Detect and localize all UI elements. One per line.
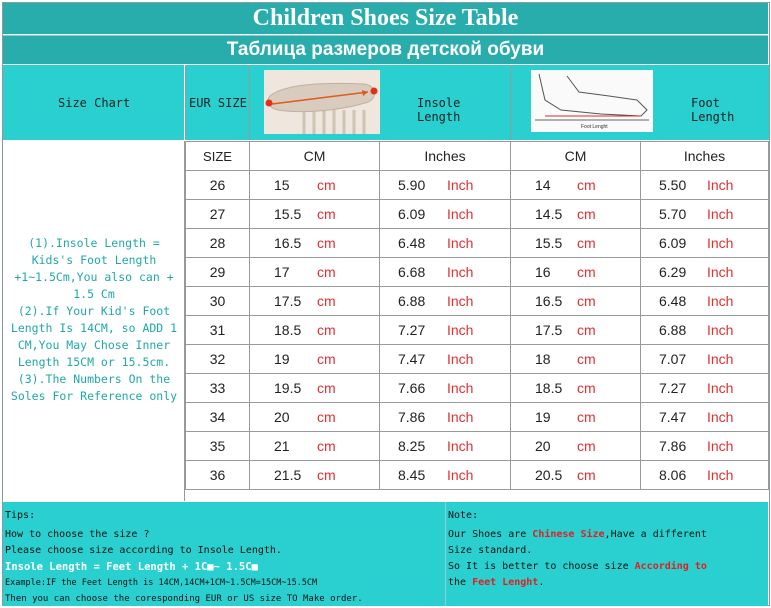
cell-insole-inch-unit: Inch: [447, 293, 474, 309]
table-row: [186, 200, 769, 229]
cell-insole-inch: [380, 229, 511, 258]
cell-insole-inch-unit: Inch: [447, 206, 474, 222]
size-chart-label: Size Chart: [58, 96, 131, 110]
cell-foot-inch-unit: Inch: [707, 409, 734, 425]
cell-size: 28: [186, 229, 250, 258]
cell-foot-cm-unit: cm: [577, 264, 596, 280]
cell-foot-inch-value: 5.70: [659, 206, 687, 222]
cell-foot-cm: [511, 345, 641, 374]
cell-insole-cm: [250, 374, 380, 403]
cell-insole-inch-value: 6.48: [398, 235, 426, 251]
foot-length-illustration: [531, 70, 653, 132]
size-notes-text: [5, 235, 183, 405]
cell-foot-cm: [511, 374, 641, 403]
cell-insole-inch: [380, 461, 511, 490]
cell-insole-cm-unit: cm: [317, 409, 336, 425]
cell-foot-cm-value: 16.5: [535, 293, 563, 309]
cell-insole-inch: [380, 316, 511, 345]
cell-size: 27: [186, 200, 250, 229]
cell-insole-inch-unit: Inch: [447, 322, 474, 338]
cell-insole-cm-value: 17: [274, 264, 290, 280]
note-line-2: Size standard.: [448, 545, 533, 556]
cell-insole-cm-unit: cm: [317, 438, 336, 454]
cell-insole-cm: [250, 345, 380, 374]
cell-foot-inch-unit: Inch: [707, 177, 734, 193]
cell-insole-inch: [380, 200, 511, 229]
cell-foot-inch-value: 8.06: [659, 467, 687, 483]
table-row: [186, 403, 769, 432]
cell-insole-inch: [380, 345, 511, 374]
table-row: [186, 316, 769, 345]
insole-image: [264, 70, 380, 134]
size-note-line: (1).Insole Length =: [28, 236, 160, 250]
cell-foot-cm-value: 18: [535, 351, 551, 367]
cell-foot-inch: [641, 171, 769, 200]
cell-foot-inch: [641, 403, 769, 432]
cell-insole-cm: [250, 403, 380, 432]
foot-length-label: Foot Length: [691, 96, 735, 124]
cell-insole-cm-value: 21.5: [274, 467, 302, 483]
cell-foot-inch: [641, 374, 769, 403]
cell-insole-inch-value: 8.25: [398, 438, 426, 454]
cell-insole-inch-value: 6.88: [398, 293, 426, 309]
cell-foot-cm-value: 18.5: [535, 380, 563, 396]
cell-insole-inch-value: 7.86: [398, 409, 426, 425]
table-row: [186, 287, 769, 316]
cell-insole-inch-unit: Inch: [447, 235, 474, 251]
cell-foot-cm-value: 20.5: [535, 467, 563, 483]
cell-foot-cm-unit: cm: [577, 409, 596, 425]
cell-foot-inch: [641, 229, 769, 258]
cell-foot-inch-unit: Inch: [707, 264, 734, 280]
cell-insole-inch-unit: Inch: [447, 351, 474, 367]
tips-line-4: Example:IF the Feet Length is 14CM,14CM+1CM~1.5CM=15CM~15.5CM: [5, 578, 318, 588]
cell-insole-cm-unit: cm: [317, 322, 336, 338]
cell-foot-inch: [641, 461, 769, 490]
note-line-1-a: Our Shoes are: [448, 529, 533, 540]
foot-length-drawing-label: Foot Lenght: [581, 124, 608, 130]
cell-insole-inch-value: 8.45: [398, 467, 426, 483]
foot-image: [531, 70, 653, 132]
cell-insole-inch: [380, 432, 511, 461]
size-table-body: [186, 142, 769, 490]
cell-foot-inch-value: 6.09: [659, 235, 687, 251]
cell-insole-cm-value: 15: [274, 177, 290, 193]
cell-insole-cm: [250, 200, 380, 229]
cell-insole-inch-value: 6.09: [398, 206, 426, 222]
cell-size: 26: [186, 171, 250, 200]
cell-insole-cm: [250, 229, 380, 258]
cell-insole-cm-unit: cm: [317, 206, 336, 222]
header-foot: [510, 65, 769, 140]
cell-insole-inch-value: 5.90: [398, 177, 426, 193]
subheader-insole-cm: CM: [250, 142, 380, 171]
cell-foot-cm-unit: cm: [577, 293, 596, 309]
cell-foot-inch-value: 7.47: [659, 409, 687, 425]
note-line-4-c: .: [538, 577, 545, 588]
cell-insole-cm-unit: cm: [317, 235, 336, 251]
cell-insole-inch-unit: Inch: [447, 264, 474, 280]
cell-foot-cm-unit: cm: [577, 467, 596, 483]
cell-insole-cm-unit: cm: [317, 264, 336, 280]
cell-foot-inch: [641, 345, 769, 374]
cell-foot-cm: [511, 200, 641, 229]
cell-foot-inch-value: 7.07: [659, 351, 687, 367]
cell-insole-inch-unit: Inch: [447, 177, 474, 193]
cell-foot-inch-value: 6.88: [659, 322, 687, 338]
cell-foot-inch: [641, 432, 769, 461]
subheader-insole-inches: Inches: [380, 142, 511, 171]
cell-foot-cm-value: 17.5: [535, 322, 563, 338]
cell-insole-cm-unit: cm: [317, 177, 336, 193]
subheader-size: SIZE: [186, 142, 250, 171]
table-row: [186, 258, 769, 287]
note-line-1: [448, 529, 707, 540]
cell-foot-cm-value: 14.5: [535, 206, 563, 222]
note-line-3-a: So It is better to choose size: [448, 561, 635, 572]
cell-insole-inch-unit: Inch: [447, 409, 474, 425]
cell-insole-cm-value: 19.5: [274, 380, 302, 396]
cell-size: 34: [186, 403, 250, 432]
header-insole: [249, 65, 510, 140]
size-note-line: +1~1.5Cm,You also can +: [14, 270, 174, 284]
cell-foot-cm-value: 20: [535, 438, 551, 454]
tips-line-5: Then you can choose the coresponding EUR or US size TO Make order.: [5, 594, 363, 604]
cell-foot-cm-unit: cm: [577, 351, 596, 367]
eur-size-label: EUR SIZE: [189, 96, 247, 110]
cell-insole-cm-unit: cm: [317, 293, 336, 309]
cell-insole-cm-value: 21: [274, 438, 290, 454]
cell-foot-inch-unit: Inch: [707, 351, 734, 367]
cell-foot-inch: [641, 316, 769, 345]
size-note-line: Length Is 14CM, so ADD 1: [10, 321, 178, 335]
cell-foot-inch-unit: Inch: [707, 235, 734, 251]
cell-insole-cm-value: 19: [274, 351, 290, 367]
cell-size: 31: [186, 316, 250, 345]
note-line-4-a: the: [448, 577, 473, 588]
cell-insole-inch: [380, 171, 511, 200]
note-feet-length: Feet Lenght: [472, 577, 539, 588]
cell-insole-cm-value: 16.5: [274, 235, 302, 251]
cell-foot-inch-unit: Inch: [707, 380, 734, 396]
cell-insole-inch-unit: Inch: [447, 380, 474, 396]
cell-insole-inch-value: 6.68: [398, 264, 426, 280]
cell-foot-cm: [511, 229, 641, 258]
cell-foot-cm-unit: cm: [577, 206, 596, 222]
cell-foot-cm-value: 14: [535, 177, 551, 193]
cell-insole-cm-value: 20: [274, 409, 290, 425]
cell-foot-cm: [511, 461, 641, 490]
header-eur-size: [185, 65, 249, 140]
table-row: [186, 461, 769, 490]
cell-insole-cm-unit: cm: [317, 351, 336, 367]
size-note-line: (2).If Your Kid's Foot: [17, 304, 171, 318]
cell-foot-inch: [641, 258, 769, 287]
cell-foot-inch-value: 7.27: [659, 380, 687, 396]
cell-foot-cm-value: 19: [535, 409, 551, 425]
cell-foot-cm: [511, 171, 641, 200]
cell-insole-cm: [250, 287, 380, 316]
table-row: [186, 432, 769, 461]
cell-insole-cm-unit: cm: [317, 380, 336, 396]
cell-foot-cm-value: 15.5: [535, 235, 563, 251]
table-row: [186, 229, 769, 258]
table-row: [186, 171, 769, 200]
cell-insole-cm-value: 15.5: [274, 206, 302, 222]
cell-foot-cm: [511, 432, 641, 461]
cell-insole-cm: [250, 316, 380, 345]
cell-foot-cm-unit: cm: [577, 438, 596, 454]
cell-foot-inch-value: 5.50: [659, 177, 687, 193]
cell-insole-cm: [250, 461, 380, 490]
cell-insole-cm-value: 18.5: [274, 322, 302, 338]
cell-foot-inch-unit: Inch: [707, 322, 734, 338]
cell-size: 32: [186, 345, 250, 374]
insole-length-label: Insole Length: [417, 96, 461, 124]
cell-size: 30: [186, 287, 250, 316]
cell-foot-cm: [511, 403, 641, 432]
cell-insole-inch-value: 7.47: [398, 351, 426, 367]
cell-insole-inch: [380, 374, 511, 403]
size-note-line: Kids's Foot Length: [31, 253, 157, 267]
cell-insole-inch-unit: Inch: [447, 438, 474, 454]
cell-foot-inch-value: 6.29: [659, 264, 687, 280]
cell-foot-cm-unit: cm: [577, 235, 596, 251]
size-note-line: (3).The Numbers On the: [17, 372, 171, 386]
subheader-foot-inches: Inches: [641, 142, 769, 171]
cell-foot-cm-unit: cm: [577, 380, 596, 396]
tips-heading: Tips:: [5, 510, 36, 521]
cell-insole-cm: [250, 432, 380, 461]
cell-foot-inch-unit: Inch: [707, 206, 734, 222]
cell-insole-inch-value: 7.27: [398, 322, 426, 338]
cell-size: 33: [186, 374, 250, 403]
page-title-english: Children Shoes Size Table: [3, 3, 768, 34]
tips-line-3: Insole Length = Feet Length + 1C■~ 1.5C■: [5, 561, 258, 573]
cell-foot-cm: [511, 258, 641, 287]
size-table: [185, 141, 769, 490]
size-note-line: Length 15CM or 15.5cm.: [17, 355, 171, 369]
tips-line-1: How to choose the size ?: [5, 529, 150, 540]
size-table-subheader: [186, 142, 769, 171]
size-note-line: Soles For Reference only: [10, 389, 178, 403]
cell-insole-cm-value: 17.5: [274, 293, 302, 309]
cell-insole-cm-unit: cm: [317, 467, 336, 483]
note-line-1-c: ,Have a different: [604, 529, 707, 540]
cell-foot-inch: [641, 200, 769, 229]
note-according-to: According to: [634, 561, 707, 572]
subheader-foot-cm: CM: [511, 142, 641, 171]
cell-foot-inch-value: 6.48: [659, 293, 687, 309]
cell-foot-cm: [511, 316, 641, 345]
header-size-chart: [3, 65, 184, 140]
note-line-4: [448, 577, 544, 588]
cell-foot-inch-unit: Inch: [707, 467, 734, 483]
cell-insole-inch: [380, 287, 511, 316]
cell-foot-cm-unit: cm: [577, 177, 596, 193]
size-note-line: CM,You May Chose Inner: [17, 338, 171, 352]
cell-foot-cm-unit: cm: [577, 322, 596, 338]
table-row: [186, 374, 769, 403]
cell-insole-inch: [380, 403, 511, 432]
tips-line-2: Please choose size according to Insole Length.: [5, 545, 282, 556]
cell-insole-inch-value: 7.66: [398, 380, 426, 396]
tips-panel: [3, 502, 768, 606]
note-heading: Note:: [448, 510, 479, 521]
page-title-russian: Таблица размеров детской обуви: [3, 35, 768, 64]
cell-size: 29: [186, 258, 250, 287]
cell-foot-cm: [511, 287, 641, 316]
note-chinese-size: Chinese Size: [532, 529, 605, 540]
cell-insole-inch-unit: Inch: [447, 467, 474, 483]
tips-divider: [445, 502, 446, 606]
note-line-3: [448, 561, 707, 572]
table-row: [186, 345, 769, 374]
cell-insole-cm: [250, 258, 380, 287]
cell-foot-inch-value: 7.86: [659, 438, 687, 454]
insole-illustration: [264, 70, 380, 134]
size-notes-panel: [3, 141, 185, 501]
cell-foot-inch: [641, 287, 769, 316]
cell-foot-cm-value: 16: [535, 264, 551, 280]
size-note-line: 1.5 Cm: [73, 287, 115, 301]
cell-insole-cm: [250, 171, 380, 200]
cell-foot-inch-unit: Inch: [707, 438, 734, 454]
cell-foot-inch-unit: Inch: [707, 293, 734, 309]
cell-insole-inch: [380, 258, 511, 287]
cell-size: 35: [186, 432, 250, 461]
cell-size: 36: [186, 461, 250, 490]
